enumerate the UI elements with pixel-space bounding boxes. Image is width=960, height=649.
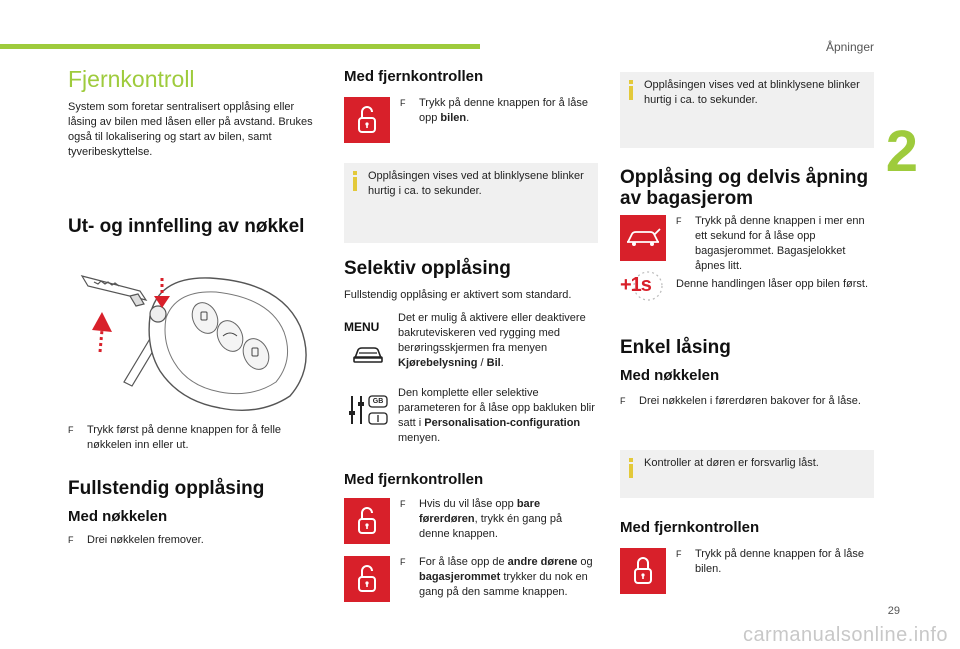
heading-with-key: Med nøkkelen [68,508,168,525]
trunk-button-icon [620,215,666,261]
lock-button-icon [620,548,666,594]
trunk-note: Denne handlingen låser opp bilen først. [676,278,869,290]
info-icon [353,171,357,191]
bullet-marker: F [620,396,626,406]
info-icon [629,80,633,100]
heading-simple-lock: Enkel låsing [620,337,731,358]
fold-key-instruction: F Trykk først på denne knappen for å felle nøkkelen inn eller ut. [68,424,282,451]
bullet-marker: F [676,549,682,559]
heading-with-remote: Med fjernkontrollen [344,68,484,85]
heading-with-key-2: Med nøkkelen [620,367,720,384]
heading-full-unlock: Fullstendig opplåsing [68,478,265,499]
watermark: carmanualsonline.info [742,624,948,646]
bullet-marker: F [68,425,74,435]
bullet-marker: F [676,216,682,226]
unlock-others-button-icon [344,556,390,602]
page-title: Fjernkontroll [68,66,195,92]
lock-key-instruction: F Drei nøkkelen i førerdøren bakover for å låse. [620,395,861,407]
unlock-driver-button-icon [344,498,390,544]
info-box-flash-2: Opplåsingen vises ved at blinklysene blinker hurtig i ca. to sekunder. [620,72,874,148]
bullet-marker: F [68,535,74,545]
unlock-others-instruction: F For å låse opp de andre dørene og bagasjerommet trykker du nok en gang på den samme knappen. [400,556,593,598]
unlock-driver-instruction: F Hvis du vil låse opp bare førerdøren, trykk én gang på denne knappen. [400,498,563,540]
selective-config-text: Den komplette eller selektive parameteren for å låse opp bakluken blir satt i Personalisation-configuration menyen. [398,387,595,444]
info-box-flash: Opplåsingen vises ved at blinklysene blinker hurtig i ca. to sekunder. [344,163,598,243]
header-accent-bar [0,44,480,49]
bullet-marker: F [400,557,406,567]
with-key-instruction: F Drei nøkkelen fremover. [68,534,204,546]
unlock-button-icon [344,97,390,143]
key-fob-illustration [80,256,320,416]
heading-with-remote-2: Med fjernkontrollen [344,471,484,488]
heading-trunk-unlock: Opplåsing og delvis åpning av bagasjerom [620,167,869,209]
lock-car-instruction: F Trykk på denne knappen for å låse bilen. [676,548,864,575]
settings-sliders-icon [347,393,391,432]
heading-selective-unlock: Selektiv opplåsing [344,258,511,279]
gb-label: GB [372,398,384,405]
menu-wiper-text: Det er mulig å aktivere eller deaktivere bakruteviskeren ved rygging med berøringsskjermen fra menyen Kjørebelysning / Bil. [398,312,586,369]
bullet-marker: F [400,499,406,509]
page-number: 29 [887,605,900,617]
section-label: Åpninger [825,40,874,54]
heading-fold-key: Ut- og innfelling av nøkkel [68,216,305,237]
menu-label: MENU [344,320,380,334]
bullet-marker: F [400,98,406,108]
info-box-check-door: Kontroller at døren er forsvarlig låst. [620,450,874,498]
car-settings-icon [352,342,384,371]
plus-one-second-icon [620,268,664,304]
chapter-number: 2 [885,119,918,184]
heading-with-remote-3: Med fjernkontrollen [620,519,760,536]
intro-text: System som foretar sentralisert opplåsing eller låsing av bilen med låsen eller på avstand. Brukes også til lokalisering og start av bilen, samt tyveribeskyttelse. [68,101,313,158]
plus-one-second-label: +1s [620,274,651,296]
unlock-car-instruction: F Trykk på denne knappen for å låse opp bilen. [400,97,588,124]
selective-default-text: Fullstendig opplåsing er aktivert som standard. [344,289,572,301]
info-icon [629,458,633,478]
trunk-instruction: F Trykk på denne knappen i mer enn ett sekund for å låse opp bagasjerommet. Bagasjelokket åpnes litt. [676,215,865,272]
